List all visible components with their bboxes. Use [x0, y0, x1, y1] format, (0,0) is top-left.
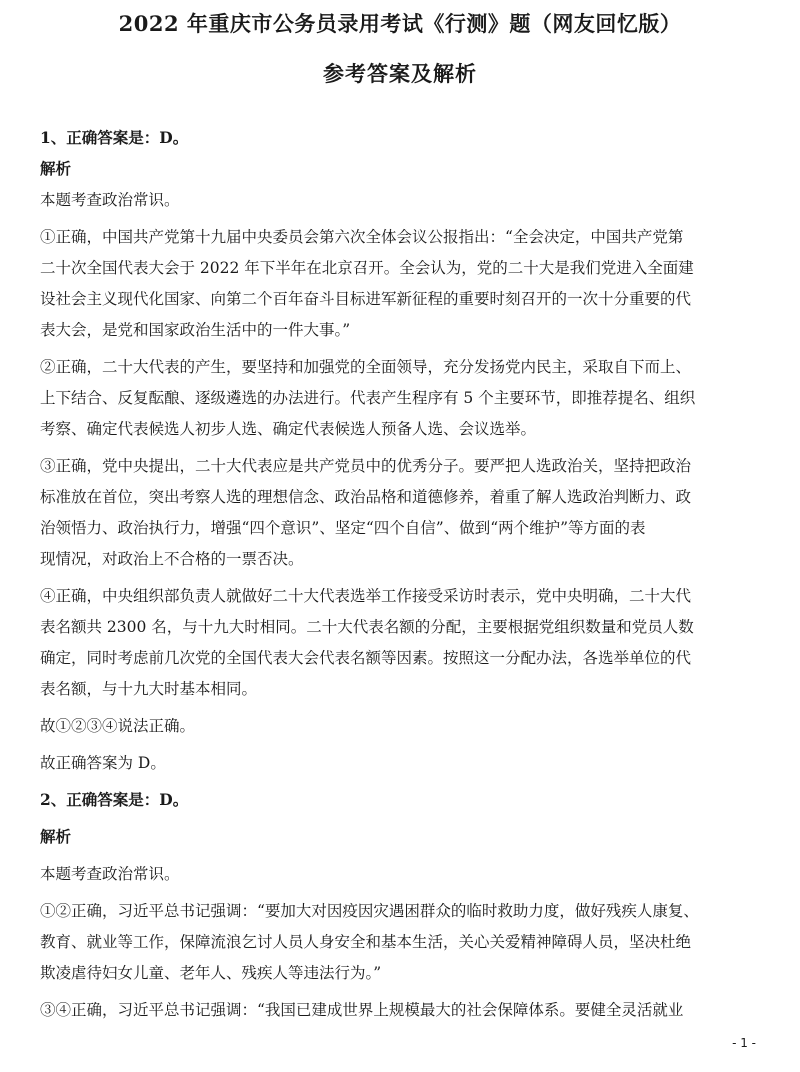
text-line: 表名额，与十九大时基本相同。	[40, 680, 258, 698]
text-line: 表大会，是党和国家政治生活中的一件大事。”	[40, 321, 351, 339]
q2-analysis-label: 解析	[40, 827, 72, 846]
text-line: ②正确，二十大代表的产生，要坚持和加强党的全面领导，充分发扬党内民主，采取自下而上、	[40, 358, 692, 376]
q1-conclusion: 故①②③④说法正确。	[40, 717, 196, 735]
text-line: ①正确，中国共产党第十九届中央委员会第六次全体会议公报指出：“全会决定，中国共产党第	[40, 228, 684, 246]
text-line: ④正确，中央组织部负责人就做好二十大代表选举工作接受采访时表示，党中央明确，二十大代	[40, 587, 692, 605]
q1-paragraph-2	[40, 355, 760, 441]
q1-answer-heading: 1、正确答案是：D。	[40, 128, 189, 147]
text-line: 确定，同时考虑前几次党的全国代表大会代表名额等因素。按照这一分配办法，各选举单位的代	[40, 649, 692, 667]
q2-answer-heading: 2、正确答案是：D。	[40, 790, 189, 809]
text-line: 设社会主义现代化国家、向第二个百年奋斗目标进军新征程的重要时刻召开的一次十分重要的代	[40, 290, 692, 308]
document-title: 2022 年重庆市公务员录用考试《行测》题（网友回忆版）	[118, 11, 682, 36]
q1-intro: 本题考查政治常识。	[40, 191, 180, 209]
q2-intro: 本题考查政治常识。	[40, 865, 180, 883]
text-line: 标准放在首位，突出考察人选的理想信念、政治品格和道德修养，着重了解人选政治判断力、政	[40, 488, 692, 506]
q1-final-answer: 故正确答案为 D。	[40, 754, 166, 772]
text-line: 现情况，对政治上不合格的一票否决。	[40, 550, 304, 568]
q2-paragraph-1	[40, 899, 760, 985]
text-line: 表名额共 2300 名，与十九大时相同。二十大代表名额的分配，主要根据党组织数量和党员人数	[40, 618, 694, 636]
page-number: - 1 -	[732, 1036, 756, 1050]
document-subtitle: 参考答案及解析	[323, 61, 477, 86]
text-line: 治领悟力、政治执行力，增强“四个意识”、坚定“四个自信”、做到“两个维护”等方面的表	[40, 519, 646, 537]
document-body	[40, 126, 760, 1022]
text-line: 上下结合、反复酝酿、逐级遴选的办法进行。代表产生程序有 5 个主要环节，即推荐提名、组织	[40, 389, 696, 407]
text-line: 考察、确定代表候选人初步人选、确定代表候选人预备人选、会议选举。	[40, 420, 537, 438]
q1-paragraph-1	[40, 225, 760, 342]
q1-paragraph-3	[40, 454, 760, 571]
text-line: 欺凌虐待妇女儿童、老年人、残疾人等违法行为。”	[40, 964, 382, 982]
text-line: ③④正确，习近平总书记强调：“我国已建成世界上规模最大的社会保障体系。要健全灵活就业	[40, 1001, 684, 1019]
q2-paragraph-2	[40, 998, 760, 1022]
q1-analysis-label: 解析	[40, 159, 72, 178]
text-line: 教育、就业等工作，保障流浪乞讨人员人身安全和基本生活，关心关爱精神障碍人员，坚决杜绝	[40, 933, 692, 951]
text-line: ①②正确，习近平总书记强调：“要加大对因疫因灾遇困群众的临时救助力度，做好残疾人康复、	[40, 902, 699, 920]
text-line: ③正确，党中央提出，二十大代表应是共产党员中的优秀分子。要严把人选政治关，坚持把政治	[40, 457, 692, 475]
q1-paragraph-4	[40, 584, 760, 701]
text-line: 二十次全国代表大会于 2022 年下半年在北京召开。全会认为，党的二十大是我们党进入全面建	[40, 259, 694, 277]
